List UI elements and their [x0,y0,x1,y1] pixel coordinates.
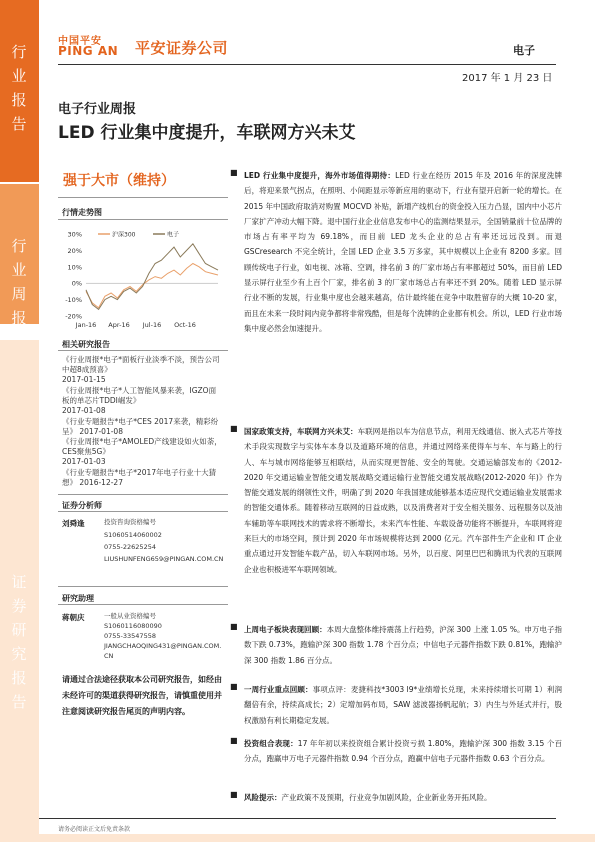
assistant-line: S1060116080090 [104,622,162,630]
paragraph-lead: 上周电子板块表现回顾： [244,625,327,634]
paragraph-portfolio [230,736,563,767]
bullet-icon: ■ [230,168,238,177]
legend-label: 沪深300 [112,231,136,239]
sidebar-char: 报 [11,669,28,687]
related-report-date: 2017-01-03 [62,457,106,466]
divider [58,350,228,351]
company-name: 平安证券公司 [135,39,229,57]
analyst-line: 0755-22625254 [104,543,156,552]
bullet-icon: ■ [230,736,238,745]
sidebar-char: 研 [11,621,28,639]
related-report-item[interactable] [62,355,222,385]
paragraph-lead: 风险提示： [244,793,282,802]
analyst-line: 投资咨询资格编号 [104,518,156,526]
report-title: LED 行业集中度提升，车联网方兴未艾 [58,123,356,143]
paragraph-lead: 国家政策支持，车联网方兴未艾： [244,427,358,436]
paragraph-text: 车联网是指以车为信息节点，利用无线通信、嵌入式芯片等技术手段实现数字与实体车本身以及道路环境的信息，并通过网络来使得车与车、车与路上的行人、车与城市网络能够互相联结，从而实现更智能、安全的驾驶。交通运输部发布的《2012-2020 年交通运输业智能交通发展战略交通运输行业智能交通发展战略(2012-2020 年)》作为智能交通发展的纲领性文件，明确了到 2020 年我国建成能够基本适应现代交通运输业发展需求的智能交通体系。随着移动互联网的日益成熟，以及消费者对于安全相关服务、远程服务以及油车辅助等车联网技术的需求将不断增长，未来汽车性能、车载设备功能将不断提升，车联网将迎来巨大的市场空间，预计到 2020 年市场规模将达到 2000 亿元。汽车部件生产企业和 IT 企业重点通过开发智能车载产品，切入车联网市场。另外，以百度、阿里巴巴和腾讯为代表的互联网企业也积极进军车联网领域。 [244,427,563,574]
related-report-date: 2017-01-08 [62,406,106,415]
paragraph-text: 17 年年初以来投资组合累计投资亏损 1.80%，跑输沪深 300 指数 3.15 个百分点，跑赢申万电子元器件指数 0.94 个百分点，跑赢中信电子元器件指数 0.63 个百分点。 [244,739,563,764]
related-report-date: 2016-12-27 [79,478,123,487]
analyst-name: 刘舜逢 [62,519,85,528]
related-report-date: 2017-01-15 [62,375,106,384]
sidebar-section-report [0,0,39,182]
chart-heading: 行情走势图 [62,208,102,217]
related-report-item[interactable] [62,468,222,488]
bullet-icon: ■ [230,622,238,631]
paragraph-highlights [230,682,563,728]
related-report-title: 《行业周报*电子*AMOLED产线建设如火如荼，CES聚焦5G》 [62,437,222,456]
legend-label: 电子 [167,231,180,239]
x-tick-label: Apr-16 [108,321,130,329]
series-line [86,244,218,310]
sidebar-section-research [0,340,39,842]
assistant-name: 蒋朝庆 [62,613,85,622]
divider [58,604,228,605]
x-tick-label: Jan-16 [75,321,97,329]
analyst-email[interactable]: LIUSHUNFENG659@PINGAN.COM.CN [104,554,224,563]
sidebar-char: 行 [11,237,28,255]
paragraph-text: 产业政策不及预期，行业竞争加剧风险，企业新业务开拓风险。 [281,793,492,802]
rating-label: 强于大市（维持） [63,173,175,189]
paragraph-lead: 一周行业重点回顾： [244,685,313,694]
analyst-line: S1060514060002 [104,530,162,539]
divider [58,511,228,512]
paragraph-iov [230,424,563,577]
related-report-title: 《行业周报*电子*人工智能风暴来袭，IGZO面板的单芯片TDDI崛发》 [62,386,217,405]
related-report-item[interactable] [62,417,222,437]
paragraph-risk [230,790,562,805]
header-divider [58,64,556,65]
sidebar-section-weekly [0,184,39,327]
analyst-heading: 证券分析师 [62,501,102,510]
bullet-icon: ■ [230,424,238,433]
divider [58,586,228,587]
report-date: 2017 年 1 月 23 日 [462,73,553,84]
assistant-line: 一般从业资格编号 [104,612,156,620]
disclaimer: 请通过合法途径获取本公司研究报告，如经由未经许可的渠道获得研究报告，请慎重使用并注意阅读研究报告尾页的声明内容。 [62,675,222,716]
logo-english: PING AN [58,44,119,58]
y-tick-label: 10% [67,263,82,272]
assistant-heading: 研究助理 [62,594,94,603]
paragraph-text: 事项点评：麦捷科技*3003 l9*业绩增长兑现，未来持续增长可期 1）利润翻倍有余，持续高成长；2）定增加码布局，SAW 滤波器扬帆起航；3）内生与外延式并行，股权激励有利长期稳定发展。 [244,685,563,725]
paragraph-text: 本周大盘整体维持震荡上行趋势，沪深 300 上涨 1.05 %。申万电子指数下跌 0.73%，跑输沪深 300 指数 1.78 个百分点；中信电子元器件指数下跌 0.81%，跑输沪深 300 指数 1.86 百分点。 [244,625,562,665]
y-tick-label: -20% [65,312,82,321]
footer-bar [39,834,595,842]
sidebar-char: 行 [11,43,28,61]
paragraph-lead: LED 行业集中度提升，海外市场值得期待： [244,171,396,180]
assistant-info [104,611,224,661]
related-report-title: 《行业专题报告*电子*CES 2017来袭，精彩纷呈》 [62,417,219,436]
assistant-email[interactable]: JIANGCHAOQING431@PINGAN.COM.CN [104,642,222,660]
report-category: 电子 [513,44,535,57]
related-report-title: 《行业专题报告*电子*2017年电子行业十大猜想》 [62,468,217,487]
related-report-item[interactable] [62,437,222,467]
sidebar-char: 周 [11,285,28,303]
bullet-icon: ■ [230,682,238,691]
logo-chinese: 中国平安 [58,36,102,47]
divider [58,219,228,220]
sidebar-char: 告 [11,693,28,711]
related-reports-heading: 相关研究报告 [62,340,110,349]
related-report-title: 《行业周报*电子*面板行业淡季不淡，预告公司中超8成预喜》 [62,355,220,374]
market-trend-chart [58,222,228,332]
footer-note: 请务必阅读正文后免责条款 [58,826,131,833]
sidebar-char: 券 [11,597,28,615]
sidebar-char: 业 [11,261,28,279]
sidebar-char: 究 [11,645,28,663]
paragraph-text: LED 行业在经历 2015 年及 2016 年的深度洗牌后，将迎来景气拐点，在照明、小间距显示等新应用的驱动下，行业有望开启新一轮的增长。在 2015 年中国政府取消对购置 MOCVD 补贴，新增产线机台的资金投入压力凸显，国内中小芯片厂家扩产冲动大幅下降。退中国行业企业信息发布中心的监测结果显示，全国销量前十位品牌的市场占有率平均为 69.18%，而目前 LED 龙头企业的总占有率还远远没到。而退 GSCresearch 不完全统计，全国 LED 企业 3.5 万多家，其中规模以上企业有 8200 多家。回顾传统电子行业，如电视、冰箱、空调，排名前 3 的厂家市场占有率都超过 50%，而目前 LED 显示屏行业至少有上百个厂家，排名前 3 的厂家市场总占有率还不到 20%。随着 LED 显示屏行业不断的发展，行业集中度也会越来越高，估计最终能在竞争中取胜留存的大概 10-20 家，而且在未来一段时间内竞争都将非常残酷，但是每个洗牌的企业都有机会。所以，LED 行业市场集中度必然会加速提升。 [244,171,562,333]
sidebar-char: 业 [11,67,28,85]
bullet-icon: ■ [230,790,238,799]
y-tick-label: -10% [65,296,82,305]
sidebar-char: 证 [11,573,28,591]
paragraph-led [230,168,562,336]
assistant-line: 0755-33547558 [104,632,156,640]
y-tick-label: 30% [67,230,82,239]
related-report-item[interactable] [62,386,222,416]
sidebar-char: 告 [11,115,28,133]
analyst-info [104,516,224,564]
report-type: 电子行业周报 [58,102,137,117]
sidebar-char: 报 [11,309,28,327]
x-tick-label: Jul-16 [142,321,162,329]
series-line [86,264,218,308]
divider [58,197,228,198]
paragraph-lead: 投资组合表现： [244,739,298,748]
footer-divider [39,818,556,819]
related-report-date: 2017-01-08 [79,427,123,436]
divider [58,494,228,495]
y-tick-label: 20% [67,246,82,255]
paragraph-review [230,622,562,668]
sidebar-char: 报 [11,91,28,109]
y-tick-label: 0% [71,279,82,288]
x-tick-label: Oct-16 [174,321,196,329]
